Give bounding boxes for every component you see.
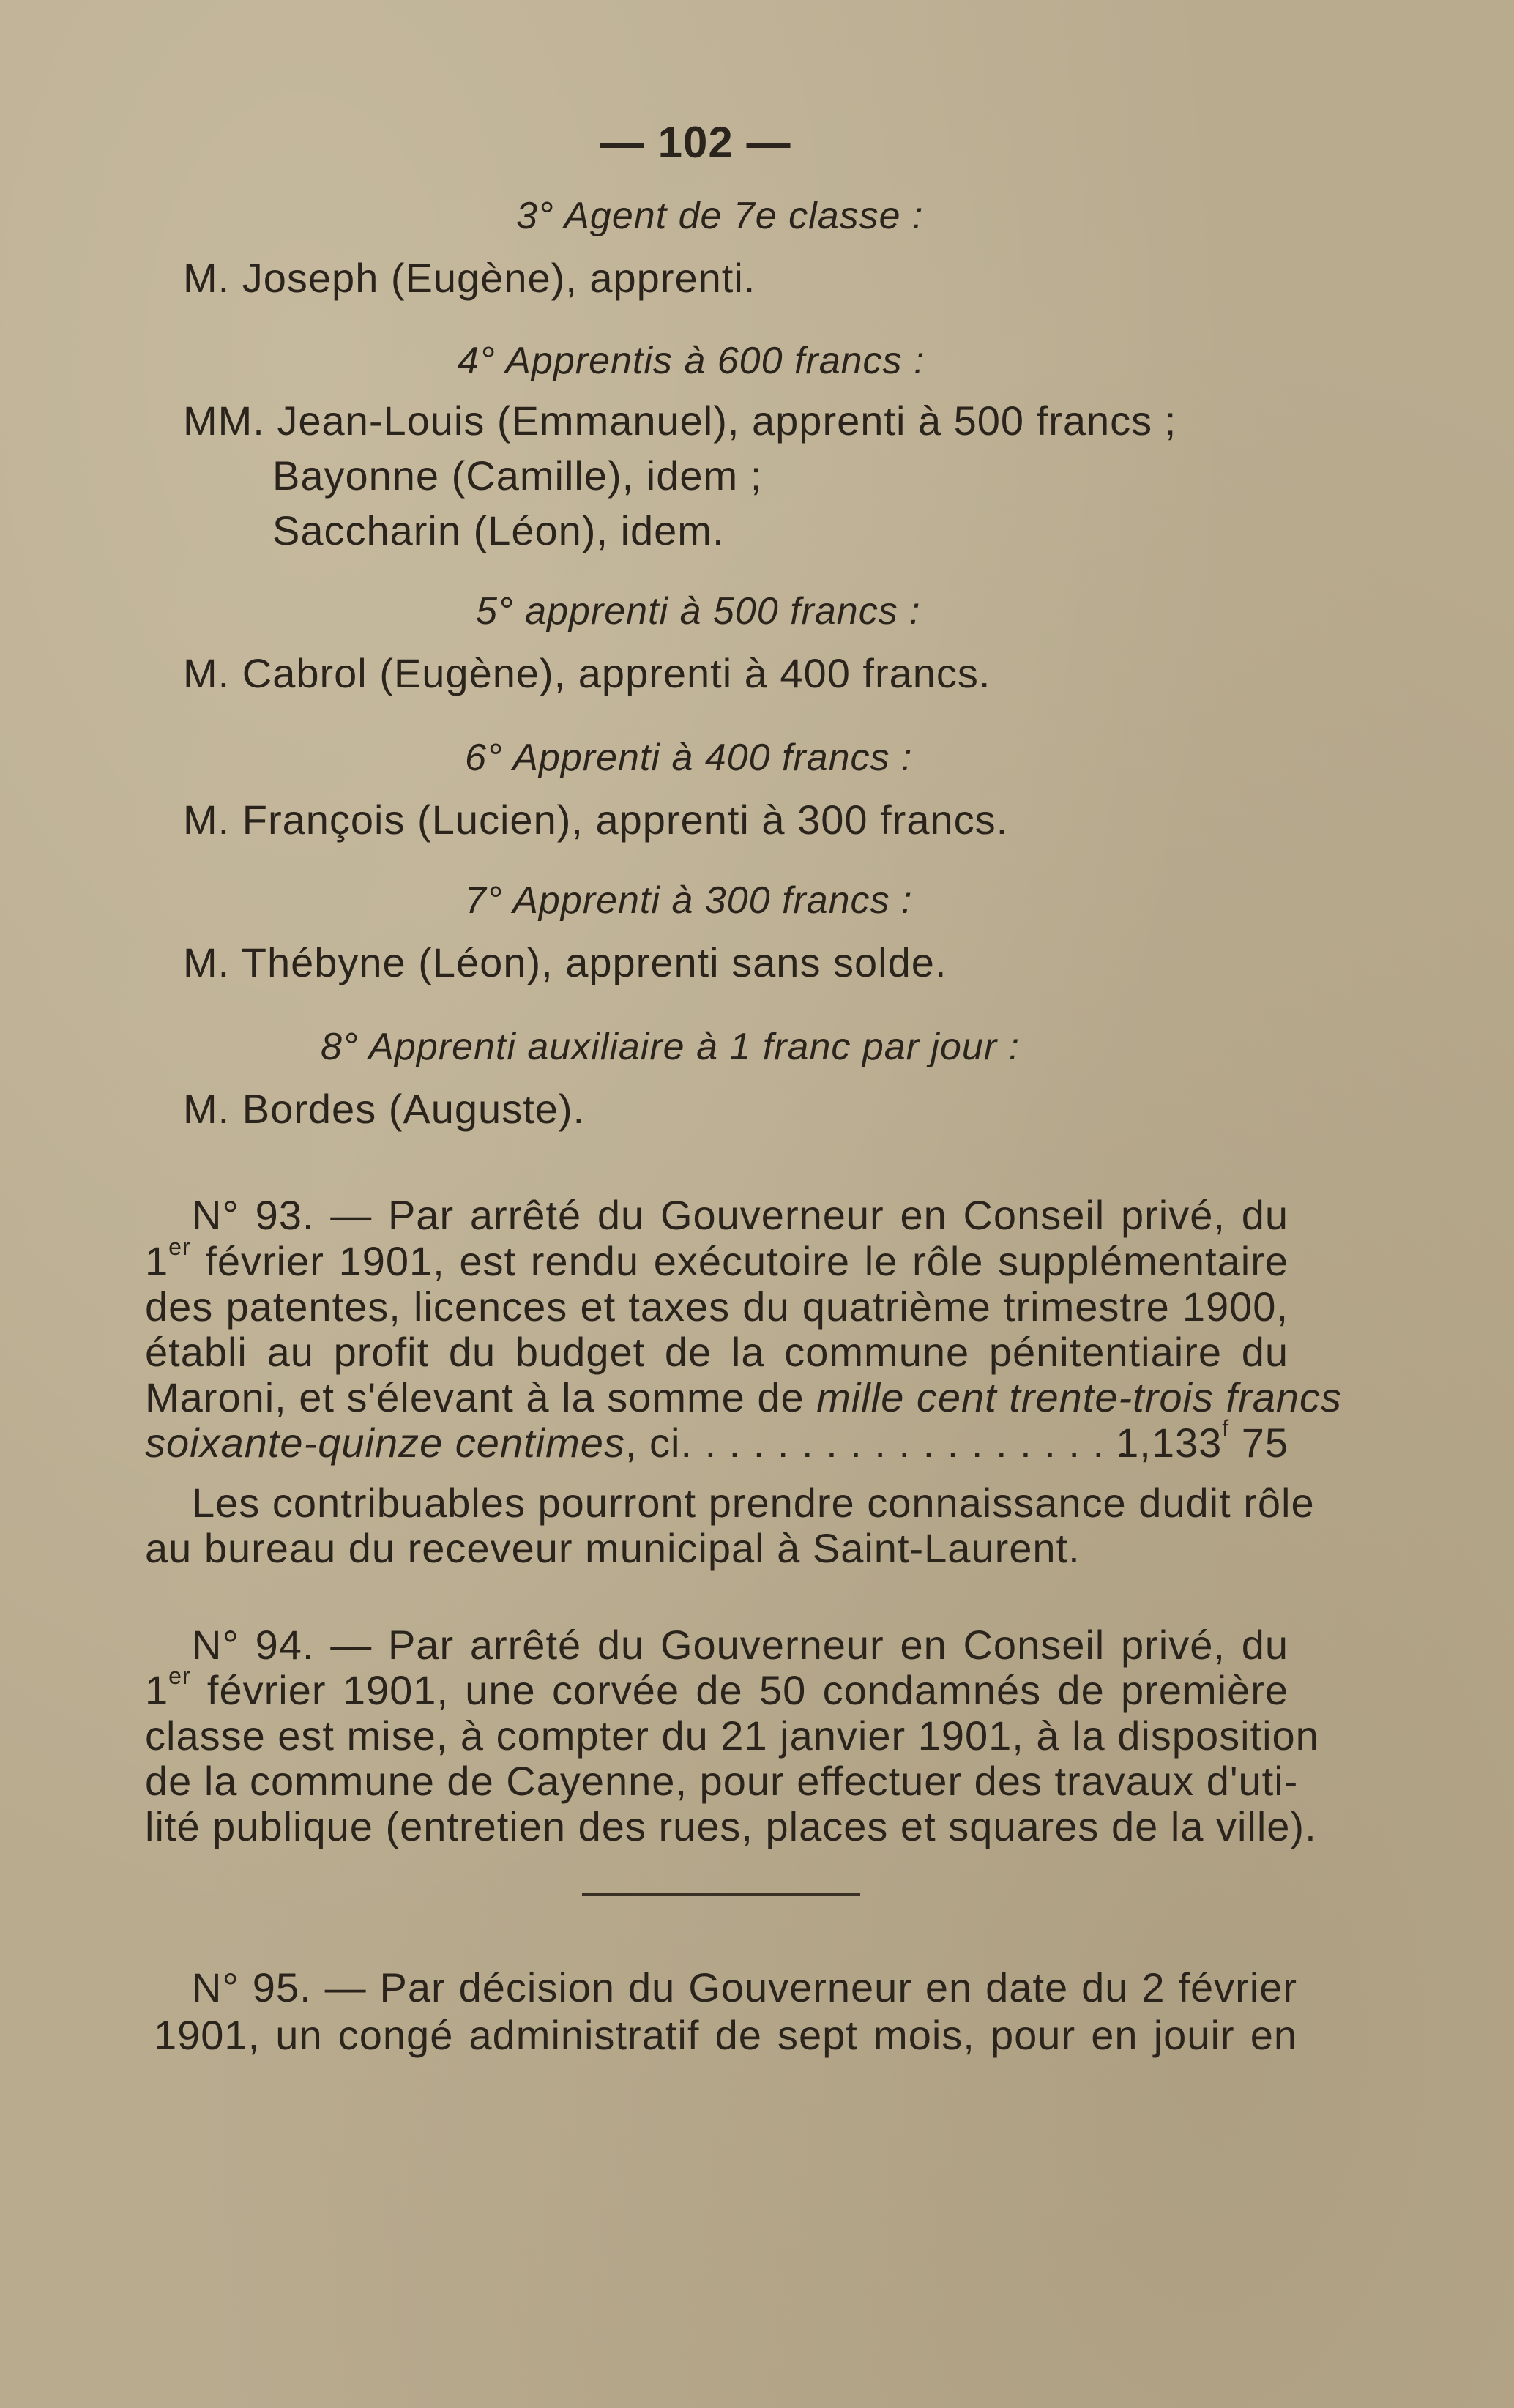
- para-93-date-sup: er: [168, 1234, 191, 1260]
- section-heading-num: 6°: [465, 737, 503, 779]
- section-line: Saccharin (Léon), idem.: [272, 507, 725, 553]
- para-93-line: Les contribuables pourront prendre connaissance dudit rôle: [192, 1480, 1315, 1526]
- para-94-line: classe est mise, à compter du 21 janvier 1901, à la disposition: [145, 1712, 1319, 1759]
- section-heading-text: Apprenti à 300 francs :: [512, 879, 913, 922]
- para-94-line: de la commune de Cayenne, pour effectuer des travaux d'uti-: [145, 1758, 1299, 1804]
- section-heading-num: 8°: [321, 1026, 359, 1068]
- para-93-date-num: 1: [145, 1238, 169, 1284]
- para-93-amount-words: mille cent trente-trois francs: [816, 1374, 1342, 1420]
- section-heading-num: 7°: [465, 879, 503, 922]
- para-94-date-sup: er: [168, 1663, 191, 1689]
- section-heading-num: 4°: [458, 340, 496, 382]
- section-line: MM. Jean-Louis (Emmanuel), apprenti à 500 francs ;: [183, 398, 1177, 444]
- para-94-line: lité publique (entretien des rues, places et squares de la ville).: [145, 1803, 1317, 1849]
- para-93-line: N° 93. — Par arrêté du Gouverneur en Conseil privé, du: [192, 1192, 1289, 1238]
- para-95-line: 1901, un congé administratif de sept mois, pour en jouir en: [154, 2012, 1297, 2058]
- para-94-line: [145, 1665, 1289, 1716]
- page-number: — 102 —: [600, 118, 791, 167]
- para-93-line: [145, 1236, 1289, 1287]
- section-heading-num: 5°: [476, 590, 514, 633]
- para-93-amount-sup: f: [1222, 1415, 1230, 1442]
- para-93-line: au bureau du receveur municipal à Saint-Laurent.: [145, 1525, 1081, 1571]
- para-94-line: N° 94. — Par arrêté du Gouverneur en Conseil privé, du: [192, 1622, 1289, 1668]
- section-heading: [476, 586, 921, 637]
- section-heading-num: 3°: [516, 195, 554, 237]
- para-93-amount-cents: 75: [1229, 1420, 1289, 1466]
- para-93-amount-value: 1,133: [1116, 1420, 1223, 1466]
- section-line: M. Bordes (Auguste).: [183, 1086, 586, 1132]
- para-94-date-num: 1: [145, 1667, 169, 1713]
- section-heading-text: Agent de 7e classe :: [564, 195, 924, 237]
- section-line: M. Joseph (Eugène), apprenti.: [183, 255, 756, 301]
- section-line: Bayonne (Camille), idem ;: [272, 452, 763, 499]
- para-93-text: Maroni, et s'élevant à la somme de: [145, 1374, 817, 1420]
- section-heading-text: Apprentis à 600 francs :: [505, 340, 925, 382]
- para-93-amount-words: soixante-quinze centimes: [145, 1420, 625, 1466]
- para-93-line: établi au profit du budget de la commune pénitentiaire du: [145, 1329, 1289, 1375]
- para-94-date-text: février 1901, une corvée de 50 condamnés de première: [190, 1667, 1289, 1713]
- section-heading: [516, 190, 923, 242]
- section-heading-text: Apprenti à 400 francs :: [512, 737, 913, 779]
- para-93-date-text: février 1901, est rendu exécutoire le rôle supplémentaire: [190, 1238, 1289, 1284]
- para-93-line: [145, 1372, 1342, 1423]
- para-93-leader: , ci. . . . . . . . . . . . . . . . . . .: [624, 1420, 1130, 1466]
- para-93-line: des patentes, licences et taxes du quatrième trimestre 1900,: [145, 1283, 1289, 1330]
- section-heading: [458, 335, 925, 387]
- section-heading: [465, 732, 912, 783]
- para-93-line: [145, 1417, 1289, 1469]
- section-divider: [582, 1893, 860, 1896]
- para-93-amount: [1116, 1417, 1289, 1469]
- section-heading-text: apprenti à 500 francs :: [525, 590, 921, 633]
- para-95-line: N° 95. — Par décision du Gouverneur en date du 2 février: [192, 1964, 1297, 2010]
- section-line: M. François (Lucien), apprenti à 300 francs.: [183, 797, 1009, 843]
- section-heading-text: Apprenti auxiliaire à 1 franc par jour :: [368, 1026, 1021, 1068]
- section-line: M. Thébyne (Léon), apprenti sans solde.: [183, 939, 947, 985]
- section-heading: [465, 875, 912, 926]
- section-heading: [321, 1021, 1020, 1073]
- section-line: M. Cabrol (Eugène), apprenti à 400 francs.: [183, 650, 991, 696]
